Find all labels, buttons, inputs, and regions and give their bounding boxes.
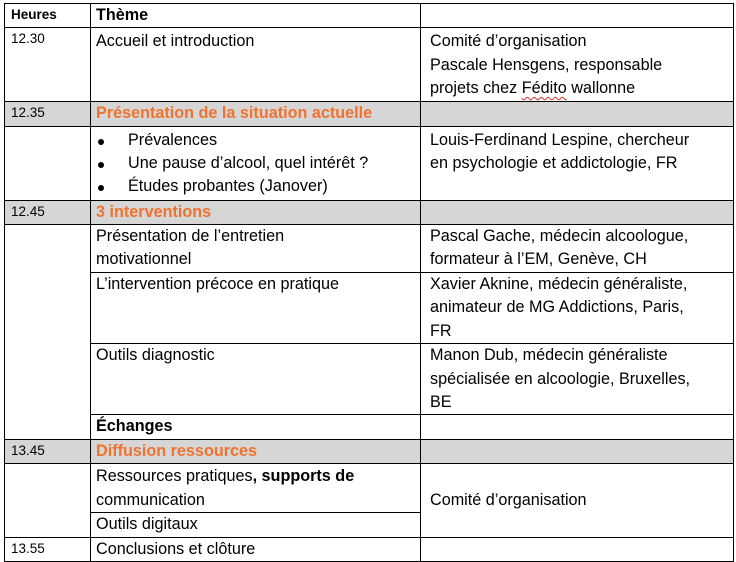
section-row [5,101,734,126]
speaker-line: Xavier Aknine, médecin généraliste, [430,275,688,294]
table-row [5,537,734,561]
speaker-line: animateur de MG Addictions, Paris, [430,298,684,317]
header-theme: Thème [91,4,421,28]
theme-cell: Accueil et introduction [91,28,421,101]
bullet-list [97,129,420,199]
theme-cell: Outils digitaux [91,513,421,537]
speaker-cell [421,126,734,200]
theme-cell: L’intervention précoce en pratique [91,273,421,344]
theme-cell: Conclusions et clôture [91,537,421,561]
speaker-cell: Comité d’organisation [421,464,734,537]
speaker-cell [421,344,734,415]
speaker-line: BE [430,393,452,412]
time-cell: 13.45 [5,439,91,463]
speaker-line: projets chez Fédito wallonne [430,79,636,98]
section-row [5,200,734,224]
time-cell: 12.45 [5,200,91,224]
speaker-cell [421,273,734,344]
section-title: Diffusion ressources [91,439,421,463]
table-row [5,415,734,439]
section-title: Présentation de la situation actuelle [91,101,421,126]
empty-cell [421,200,734,224]
table-row [5,28,734,101]
table-row [5,126,734,200]
speaker-line: Louis-Ferdinand Lespine, chercheur [430,130,690,149]
theme-cell [91,126,421,200]
table-row [5,464,734,513]
theme-cell: Outils diagnostic [91,344,421,415]
time-cell: 13.55 [5,537,91,561]
list-item: Études probantes (Janover) [97,175,420,198]
list-item: Prévalences [97,129,420,152]
theme-cell: Échanges [91,415,421,439]
table-row [5,273,734,344]
speaker-line: Manon Dub, médecin généraliste [430,346,668,365]
empty-cell [5,126,91,200]
table-row [5,225,734,273]
speaker-line: Pascal Gache, médecin alcoologue, [430,227,689,246]
header-time: Heures [5,4,91,28]
empty-cell [5,225,91,440]
list-item: Une pause d’alcool, quel intérêt ? [97,152,420,175]
section-title: 3 interventions [91,200,421,224]
table-row [5,344,734,415]
section-row [5,439,734,463]
speaker-line: FR [430,321,452,340]
header-speaker [421,4,734,28]
speaker-line: Comité d’organisation [430,32,587,51]
empty-cell [421,537,734,561]
empty-cell [421,439,734,463]
speaker-line: spécialisée en alcoologie, Bruxelles, [430,369,691,388]
time-cell: 12.30 [5,28,91,101]
speaker-line: Pascale Hensgens, responsable [430,55,663,74]
empty-cell [5,464,91,537]
header-row [5,4,734,28]
speaker-cell [421,225,734,273]
empty-cell [421,415,734,439]
speaker-cell [421,28,734,101]
time-cell: 12.35 [5,101,91,126]
theme-cell: Présentation de l’entretien motivationnel [91,225,421,273]
speaker-line: formateur à l’EM, Genève, CH [430,250,647,269]
empty-cell [421,101,734,126]
speaker-line: en psychologie et addictologie, FR [430,154,678,173]
theme-cell: Ressources pratiques, supports de communication [91,464,421,513]
spell-flagged-word: Fédito [521,79,567,98]
program-table [4,3,734,562]
